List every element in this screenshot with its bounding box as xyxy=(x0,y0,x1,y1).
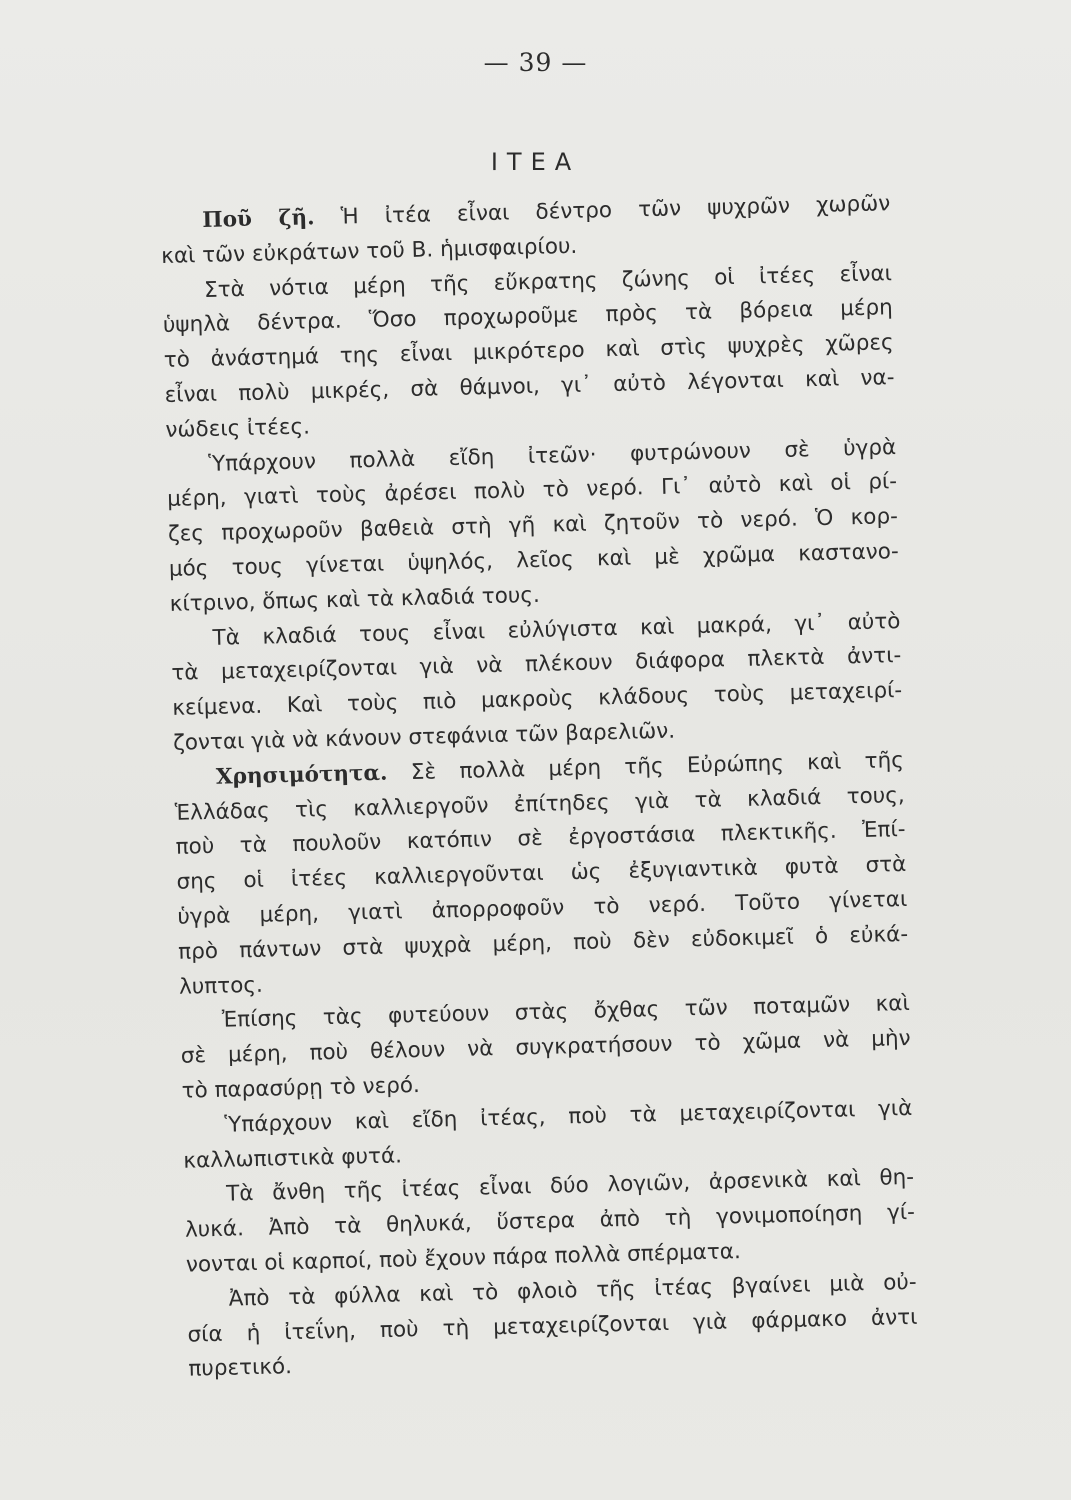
text-line: τὸ ἀνάστημά της εἶναι μικρότερο καὶ στὶς ψυχρὲς χῶρες xyxy=(163,330,894,374)
paragraph xyxy=(184,1161,916,1283)
text-line: κείμενα. Καὶ τοὺς πιὸ μακροὺς κλάδους τοὺς μεταχειρί- xyxy=(172,678,903,722)
text-line: τὰ μεταχειρίζονται γιὰ νὰ πλέκουν διάφορα πλεκτὰ ἀντι- xyxy=(171,643,902,687)
text-line: λυκά. Ἀπὸ τὰ θηλυκά, ὕστερα ἀπὸ τὴ γονιμοποίηση γί- xyxy=(184,1199,916,1243)
text-line: σης οἱ ἰτέες καλλιεργοῦνται ὡς ἐξυγιαντικὰ φυτὰ στὰ xyxy=(176,852,907,895)
paragraph xyxy=(162,257,896,449)
text-line: εἶναι πολὺ μικρές, σὰ θάμνοι, γι᾿ αὐτὸ λέγονται καὶ να- xyxy=(164,365,895,408)
chapter-title: ΙΤΕΑ xyxy=(490,148,581,176)
paragraph xyxy=(180,987,912,1109)
text-line: ὑψηλὰ δέντρα. Ὅσο προχωροῦμε πρὸς τὰ βόρεια μέρη xyxy=(162,295,894,339)
section-heading: Χρησιμότητα. xyxy=(215,760,388,790)
page-number: — 39 — xyxy=(483,48,588,77)
text-line: Ἀπὸ τὰ φύλλα καὶ τὸ φλοιὸ τῆς ἰτέας βγαίνει μιὰ οὐ- xyxy=(228,1269,917,1312)
text-line: νονται οἱ καρποί, ποὺ ἔχουν πάρα πολλὰ σπέρματα. xyxy=(185,1239,742,1278)
text-line: Ὑπάρχουν καὶ εἴδη ἰτέας, ποὺ τὰ μεταχειρίζονται γιὰ xyxy=(224,1095,913,1138)
paragraph xyxy=(170,605,903,762)
text-line: Ποῦ ζῆ. Ἡ ἰτέα εἶναι δέντρο τῶν ψυχρῶν χωρῶν xyxy=(202,191,891,233)
text-line: Ἐπίσης τὰς φυτεύουν στὰς ὄχθας τῶν ποταμῶν καὶ xyxy=(221,991,911,1034)
paragraph xyxy=(166,431,900,623)
text-line: Τὰ κλαδιά τους εἶναι εὐλύγιστα καὶ μακρά, γι᾿ αὐτὸ xyxy=(212,608,901,651)
text-line: λυπτος. xyxy=(178,972,264,1000)
text-line: Ὑπάρχουν πολλὰ εἴδη ἰτεῶν· φυτρώνουν σὲ ὑγρὰ xyxy=(208,434,897,477)
text-line: ζονται γιὰ νὰ κάνουν στεφάνια τῶν βαρελιῶν. xyxy=(172,718,676,756)
text-line: καὶ τῶν εὐκράτων τοῦ Β. ἡμισφαιρίου. xyxy=(160,233,578,269)
paragraph xyxy=(186,1266,918,1388)
text-line: ποὺ τὰ πουλοῦν κατόπιν σὲ ἐργοστάσια πλεκτικῆς. Ἐπί- xyxy=(175,817,906,861)
section-heading: Ποῦ ζῆ. xyxy=(202,205,315,233)
text-line: πρὸ πάντων στὰ ψυχρὰ μέρη, ποὺ δὲν εὐδοκιμεῖ ὁ εὐκά- xyxy=(177,921,909,965)
text-line: πυρετικό. xyxy=(188,1354,293,1382)
body-text xyxy=(160,187,919,1388)
text-line: νώδεις ἰτέες. xyxy=(165,414,311,443)
text-line: τὸ παρασύρῃ τὸ νερό. xyxy=(181,1072,421,1104)
text-line: Τὰ ἄνθη τῆς ἰτέας εἶναι δύο λογιῶν, ἀρσενικὰ καὶ θη- xyxy=(225,1165,915,1207)
text-line: ὑγρὰ μέρη, γιατὶ ἀπορροφοῦν τὸ νερό. Τοῦτο γίνεται xyxy=(177,886,908,930)
text-line: μός τους γίνεται ὑψηλός, λεῖος καὶ μὲ χρῶμα καστανο- xyxy=(168,539,899,582)
text-line: Ἑλλάδας τὶς καλλιεργοῦν ἐπίτηδες γιὰ τὰ κλαδιά τους, xyxy=(174,782,905,826)
paragraph xyxy=(174,744,910,1005)
text-line: κίτρινο, ὅπως καὶ τὰ κλαδιά τους. xyxy=(169,582,541,617)
text-line: σὲ μέρη, ποὺ θέλουν νὰ συγκρατήσουν τὸ χῶμα νὰ μὴν xyxy=(180,1026,911,1069)
text-line: ζες προχωροῦν βαθειὰ στὴ γῆ καὶ ζητοῦν τὸ νερό. Ὁ κορ- xyxy=(167,504,899,548)
text-line: σία ἡ ἰτεΐνη, ποὺ τὴ μεταχειρίζονται γιὰ φάρμακο ἀντι xyxy=(187,1304,918,1348)
text-line: Χρησιμότητα. Σὲ πολλὰ μέρη τῆς Εὐρώπης καὶ τῆς xyxy=(215,747,905,790)
text-line: μέρη, γιατὶ τοὺς ἀρέσει πολὺ τὸ νερό. Γι᾿ αὐτὸ καὶ οἱ ρί- xyxy=(166,469,898,513)
text-line: καλλωπιστικὰ φυτά. xyxy=(183,1142,403,1174)
text-line: Στὰ νότια μέρη τῆς εὔκρατης ζώνης οἱ ἰτέες εἶναι xyxy=(203,260,893,303)
